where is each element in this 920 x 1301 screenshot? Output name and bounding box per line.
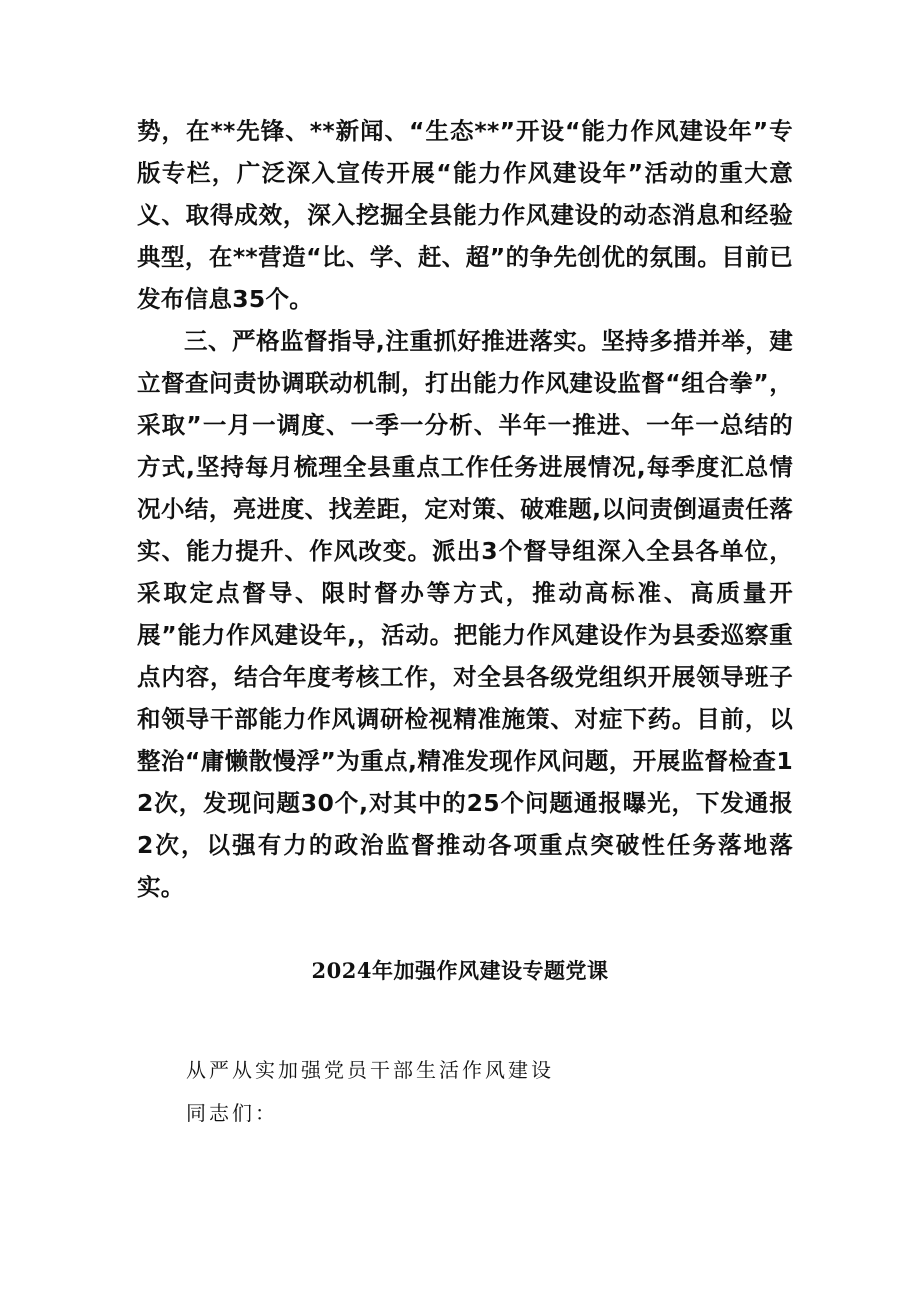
speech-subtitle: 从严从实加强党员干部生活作风建设 [186,1058,554,1082]
section-title: 2024年加强作风建设专题党课 [311,958,609,983]
paragraph-section-three: 三、严格监督指导,注重抓好推进落实。坚持多措并举，建立督查问责协调联动机制，打出能力作风建设监督“组合拳”，采取”一月一调度、一季一分析、半年一推进、一年一总结的方式,坚持每月梳理全县重点工作任务进展情况,每季度汇总情况小结，亮进度、找差距，定对策、破难题,以问责倒逼责任落实、能力提升、作风改变。派出3个督导组深入全县各单位，采取定点督导、限时督办等方式，推动高标准、高质量开展”能力作风建设年,，活动。把能力作风建设作为县委巡察重点内容，结合年度考核工作，对全县各级党组织开展领导班子和领导干部能力作风调研检视精准施策、对症下药。目前，以整治“庸懒散慢浮”为重点,精准发现作风问题，开展监督检查12次，发现问题30个,对其中的25个问题通报曝光，下发通报2次，以强有力的政治监督推动各项重点突破性任务落地落实。 [137,327,793,901]
body-text [137,110,793,908]
paragraph-continued: 势，在**先锋、**新闻、“生态**”开设“能力作风建设年”专版专栏，广泛深入宣传开展“能力作风建设年”活动的重大意义、取得成效，深入挖掘全县能力作风建设的动态消息和经验典型，在**营造“比、学、赶、超”的争先创优的氛围。目前已发布信息35个。 [137,117,793,313]
salutation: 同志们： [186,1101,278,1125]
